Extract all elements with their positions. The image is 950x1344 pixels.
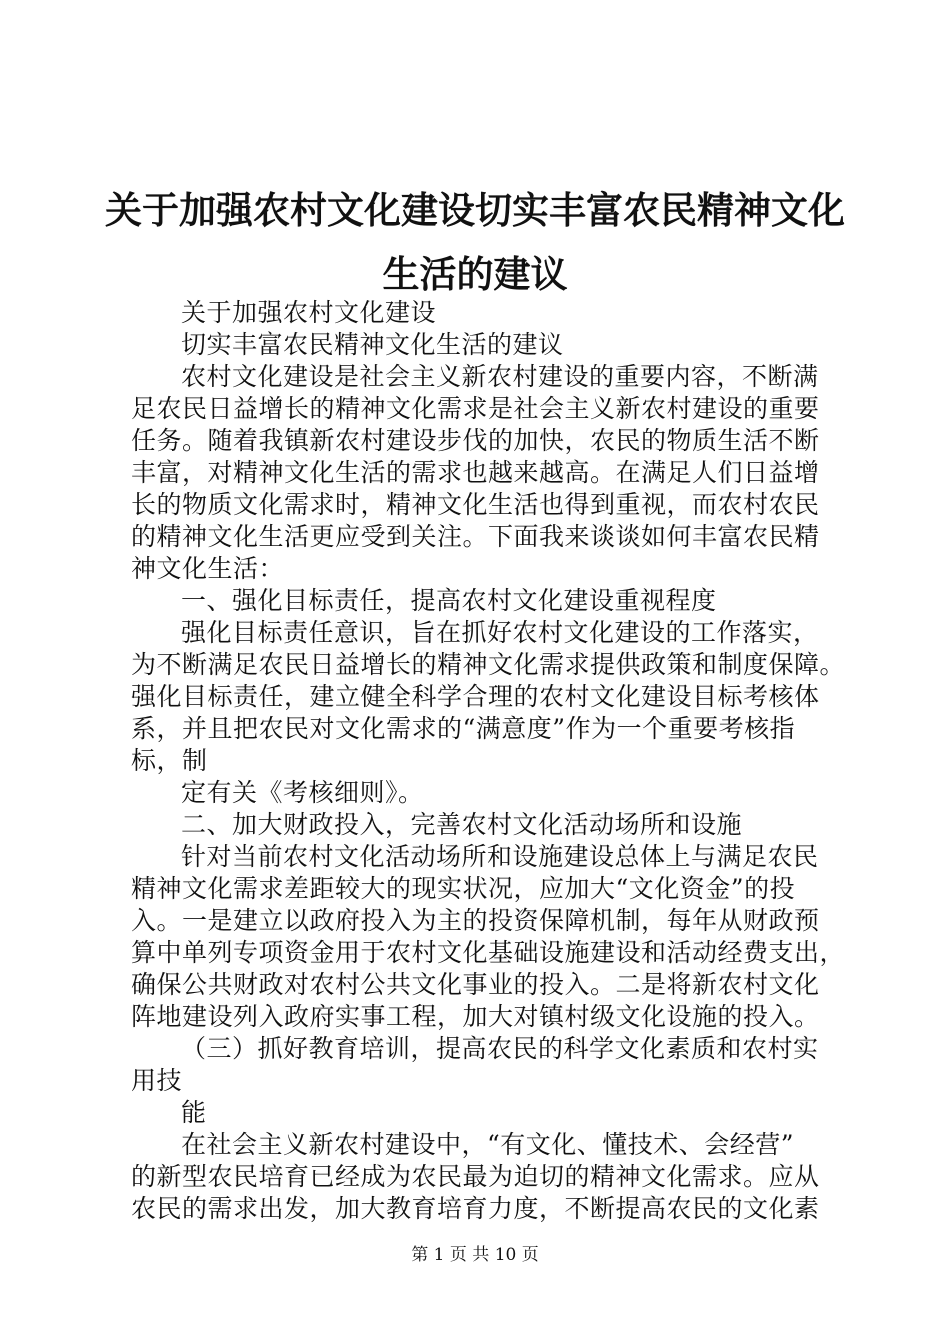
body-text-line: 在社会主义新农村建设中，“有文化、懂技术、会经营” <box>181 1130 795 1159</box>
title-line-2: 生活的建议 <box>382 252 568 296</box>
body-text-line: 任务。随着我镇新农村建设步伐的加快，农民的物质生活不断 <box>131 426 820 455</box>
body-text-line: 确保公共财政对农村公共文化事业的投入。二是将新农村文化 <box>131 970 820 999</box>
body-text-line: 精神文化需求差距较大的现实状况，应加大“文化资金”的投 <box>131 874 796 903</box>
document-title <box>100 178 850 306</box>
body-text-line: 针对当前农村文化活动场所和设施建设总体上与满足农民 <box>181 842 819 871</box>
body-text-line: 系，并且把农民对文化需求的“满意度”作为一个重要考核指 <box>131 714 796 743</box>
body-text-line: 农村文化建设是社会主义新农村建设的重要内容，不断满 <box>181 362 819 391</box>
body-text-line: 足农民日益增长的精神文化需求是社会主义新农村建设的重要 <box>131 394 820 423</box>
body-text-line: 算中单列专项资金用于农村文化基础设施建设和活动经费支出， <box>131 938 846 967</box>
subtitle-line-1: 关于加强农村文化建设 <box>181 298 437 327</box>
title-line-1: 关于加强农村文化建设切实丰富农民精神文化 <box>105 188 845 232</box>
body-text-line: 长的物质文化需求时，精神文化生活也得到重视，而农村农民 <box>131 490 820 519</box>
body-text-line: 丰富，对精神文化生活的需求也越来越高。在满足人们日益增 <box>131 458 820 487</box>
section-heading-2: 二、加大财政投入，完善农村文化活动场所和设施 <box>181 810 743 839</box>
body-text-line: 强化目标责任，建立健全科学合理的农村文化建设目标考核体 <box>131 682 820 711</box>
body-text-line: 神文化生活： <box>131 554 285 583</box>
body-text-line: 的新型农民培育已经成为农民最为迫切的精神文化需求。应从 <box>131 1162 820 1191</box>
section-heading-3-cont: 用技 <box>131 1066 183 1095</box>
body-text-line: 定有关《考核细则》。 <box>181 778 424 807</box>
body-text-line: 阵地建设列入政府实事工程，加大对镇村级文化设施的投入。 <box>131 1002 820 1031</box>
body-text-line: 为不断满足农民日益增长的精神文化需求提供政策和制度保障。 <box>131 650 846 679</box>
subtitle-line-2: 切实丰富农民精神文化生活的建议 <box>181 330 564 359</box>
body-text-line: 强化目标责任意识，旨在抓好农村文化建设的工作落实， <box>181 618 819 647</box>
body-text-line: 入。一是建立以政府投入为主的投资保障机制，每年从财政预 <box>131 906 820 935</box>
section-heading-3: （三）抓好教育培训，提高农民的科学文化素质和农村实 <box>181 1034 819 1063</box>
body-text-line: 农民的需求出发，加大教育培育力度，不断提高农民的文化素 <box>131 1194 820 1223</box>
page-number-footer: 第 1 页 共 10 页 <box>411 1245 539 1265</box>
body-text-line: 的精神文化生活更应受到关注。下面我来谈谈如何丰富农民精 <box>131 522 820 551</box>
section-heading-3-cont: 能 <box>181 1098 207 1127</box>
body-text-line: 标，制 <box>131 746 208 775</box>
section-heading-1: 一、强化目标责任，提高农村文化建设重视程度 <box>181 586 717 615</box>
